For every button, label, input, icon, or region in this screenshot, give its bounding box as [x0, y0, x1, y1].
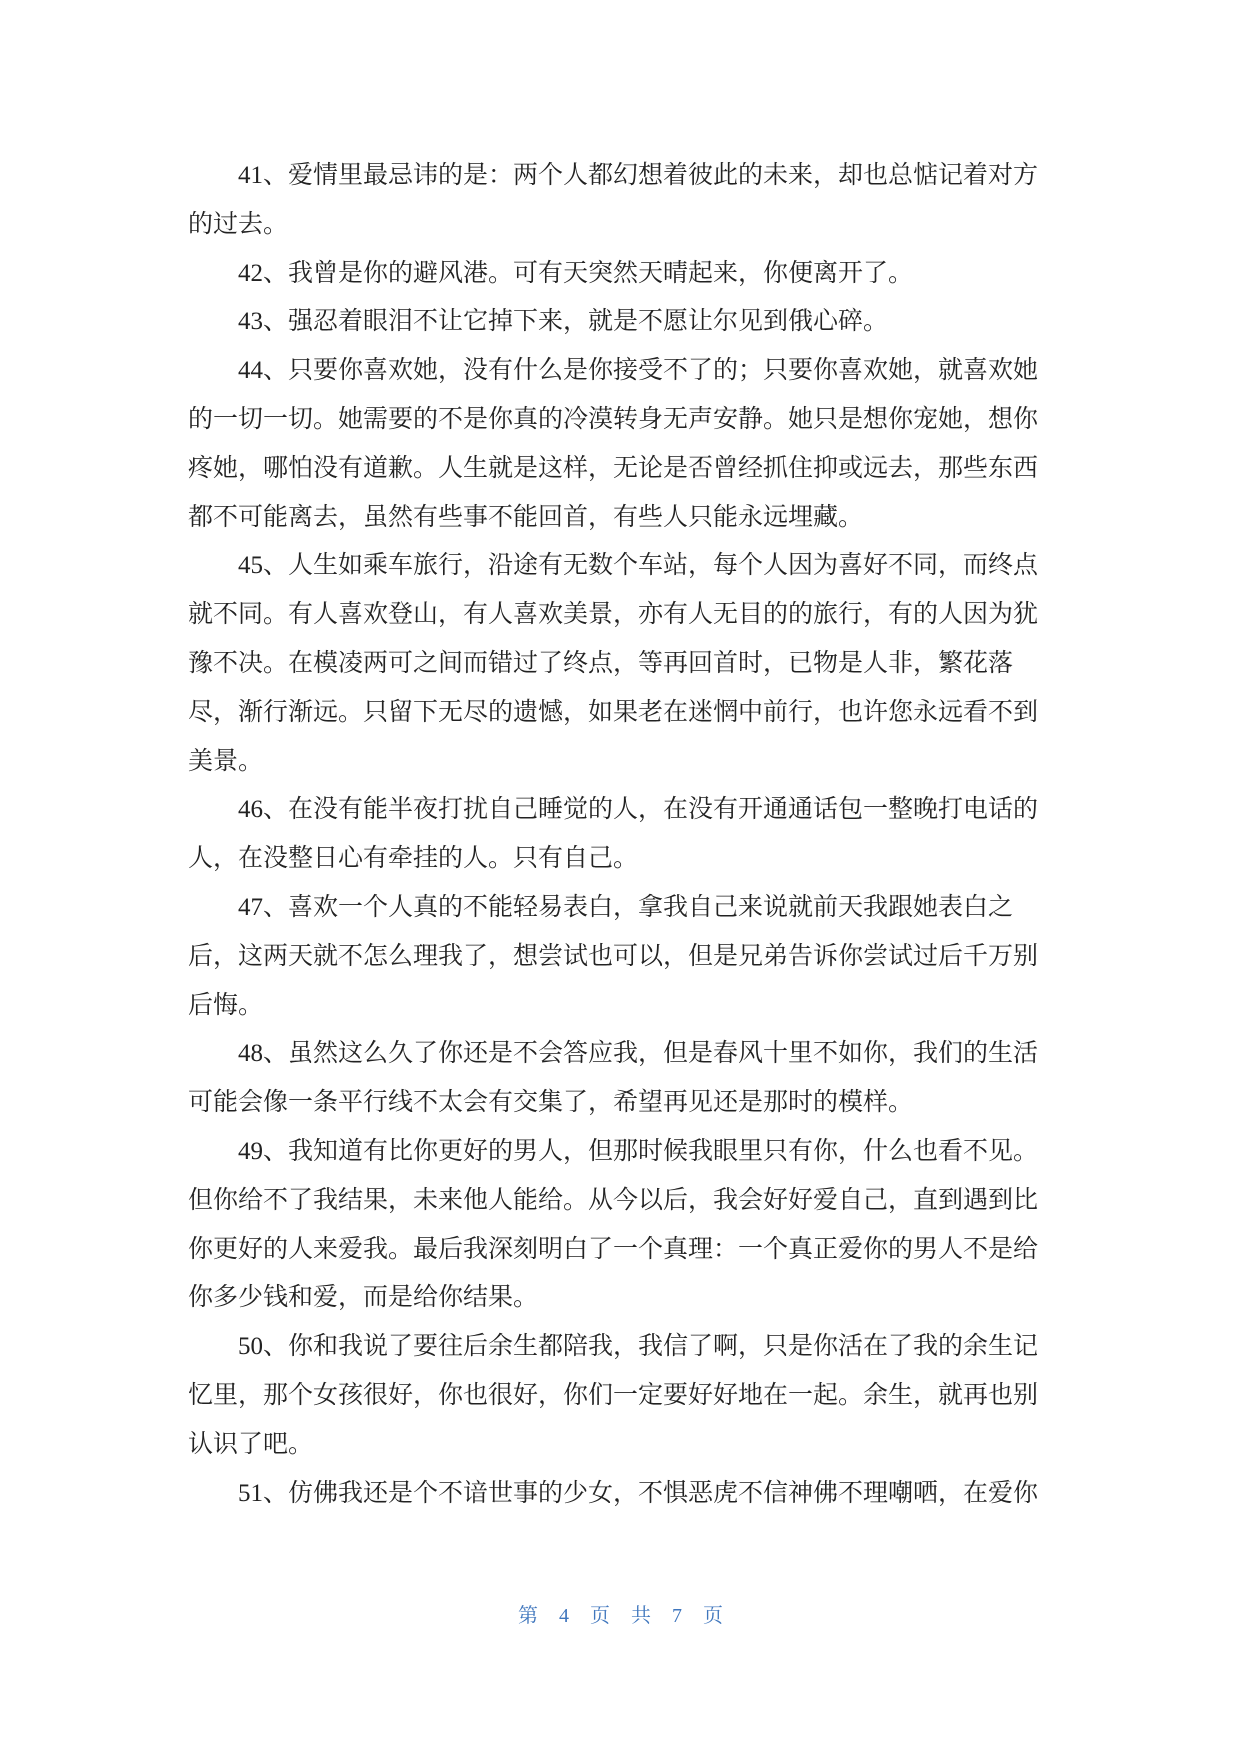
paragraph-line: 的一切一切。她需要的不是你真的冷漠转身无声安静。她只是想你宠她，想你 — [188, 405, 1039, 433]
paragraph-line: 46、在没有能半夜打扰自己睡觉的人，在没有开通通话包一整晚打电话的 — [238, 796, 1039, 824]
paragraph-line: 尽，渐行渐远。只留下无尽的遗憾，如果老在迷惘中前行，也许您永远看不到 — [188, 698, 1039, 726]
paragraph-line: 49、我知道有比你更好的男人，但那时候我眼里只有你，什么也看不见。 — [238, 1137, 1039, 1165]
paragraph-line: 但你给不了我结果，未来他人能给。从今以后，我会好好爱自己，直到遇到比 — [188, 1186, 1039, 1214]
paragraph-line: 42、我曾是你的避风港。可有天突然天晴起来，你便离开了。 — [238, 259, 914, 287]
paragraph — [188, 1470, 1038, 1519]
paragraph — [188, 1030, 1038, 1128]
paragraph — [188, 542, 1038, 786]
paragraph-line: 人，在没整日心有牵挂的人。只有自己。 — [188, 845, 639, 873]
paragraph-line: 你更好的人来爱我。最后我深刻明白了一个真理：一个真正爱你的男人不是给 — [188, 1235, 1039, 1263]
paragraph-line: 45、人生如乘车旅行，沿途有无数个车站，每个人因为喜好不同，而终点 — [238, 552, 1039, 580]
paragraph-line: 41、爱情里最忌讳的是：两个人都幻想着彼此的未来，却也总惦记着对方 — [238, 162, 1039, 189]
paragraph-line: 豫不决。在模凌两可之间而错过了终点，等再回首时，已物是人非，繁花落 — [188, 649, 1014, 677]
paragraph-line: 51、仿佛我还是个不谙世事的少女，不惧恶虎不信神佛不理嘲哂，在爱你 — [238, 1479, 1039, 1507]
page-footer: 第 4 页 共 7 页 — [518, 1605, 731, 1627]
paragraph-line: 可能会像一条平行线不太会有交集了，希望再见还是那时的模样。 — [188, 1089, 914, 1117]
paragraph-line: 50、你和我说了要往后余生都陪我，我信了啊，只是你活在了我的余生记 — [238, 1333, 1039, 1361]
paragraph-line: 44、只要你喜欢她，没有什么是你接受不了的；只要你喜欢她，就喜欢她 — [238, 357, 1039, 385]
paragraph — [188, 884, 1038, 1030]
paragraph — [188, 1323, 1038, 1469]
paragraph-line: 你多少钱和爱，而是给你结果。 — [188, 1284, 539, 1312]
paragraph-line: 就不同。有人喜欢登山，有人喜欢美景，亦有人无目的的旅行，有的人因为犹 — [188, 601, 1039, 629]
paragraph-line: 48、虽然这么久了你还是不会答应我，但是春风十里不如你，我们的生活 — [238, 1040, 1039, 1068]
paragraph-line: 后悔。 — [188, 991, 264, 1019]
paragraph-line: 47、喜欢一个人真的不能轻易表白，拿我自己来说就前天我跟她表白之 — [238, 893, 1014, 921]
paragraph — [188, 152, 1038, 250]
paragraph-line: 美景。 — [188, 747, 264, 775]
paragraph — [188, 250, 1038, 299]
document-body — [188, 152, 1038, 1518]
paragraph-line: 后，这两天就不怎么理我了，想尝试也可以，但是兄弟告诉你尝试过后千万别 — [188, 942, 1039, 970]
paragraph-line: 的过去。 — [188, 210, 289, 238]
paragraph-line: 认识了吧。 — [188, 1430, 314, 1458]
paragraph — [188, 1128, 1038, 1323]
paragraph-line: 忆里，那个女孩很好，你也很好，你们一定要好好地在一起。余生，就再也别 — [188, 1381, 1039, 1409]
paragraph — [188, 347, 1038, 542]
paragraph-line: 疼她，哪怕没有道歉。人生就是这样，无论是否曾经抓住抑或远去，那些东西 — [188, 454, 1039, 482]
paragraph-line: 43、强忍着眼泪不让它掉下来，就是不愿让尔见到俄心碎。 — [238, 308, 889, 336]
paragraph — [188, 786, 1038, 884]
paragraph — [188, 298, 1038, 347]
paragraph-line: 都不可能离去，虽然有些事不能回首，有些人只能永远埋藏。 — [188, 503, 864, 531]
